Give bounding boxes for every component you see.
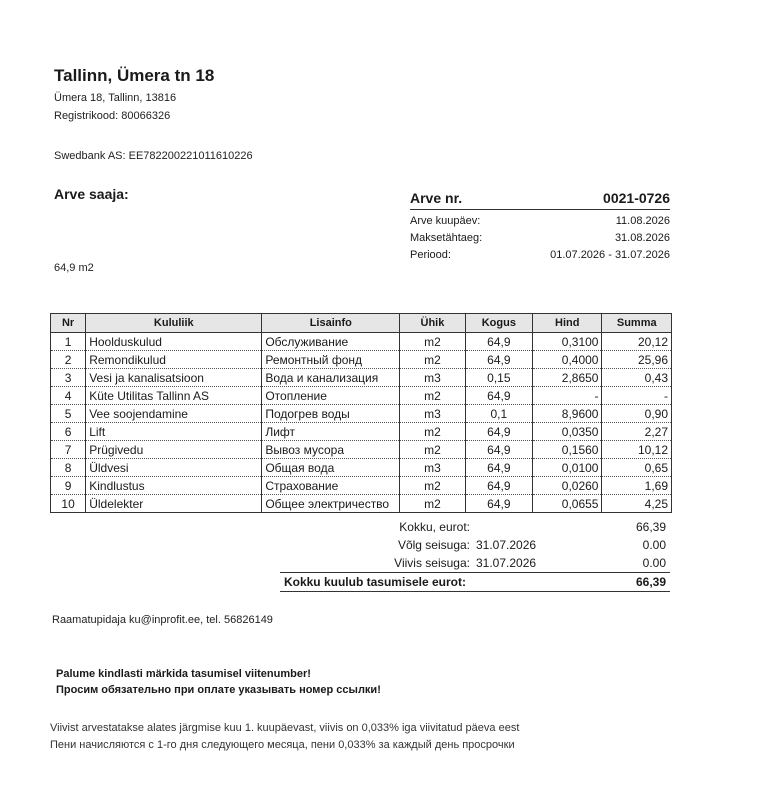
cell-kululiik: Vee soojendamine xyxy=(86,405,262,423)
cell-uhik: m2 xyxy=(400,351,465,369)
cell-kululiik: Remondikulud xyxy=(86,351,262,369)
items-table xyxy=(50,313,672,513)
amount-due-label: Kokku kuulub tasumisele eurot: xyxy=(283,575,466,589)
cell-kululiik: Lift xyxy=(86,423,262,441)
col-header-kogus: Kogus xyxy=(465,314,532,333)
table-header-row xyxy=(51,314,672,333)
cell-summa: - xyxy=(602,387,672,405)
cell-uhik: m3 xyxy=(400,405,465,423)
cell-kululiik: Kindlustus xyxy=(86,477,262,495)
due-date: 31.08.2026 xyxy=(614,232,670,244)
cell-hind: 0,4000 xyxy=(533,351,602,369)
table-row xyxy=(51,369,672,387)
table-row xyxy=(51,333,672,351)
cell-hind: - xyxy=(533,387,602,405)
col-header-kululiik: Kululiik xyxy=(86,314,262,333)
cell-uhik: m2 xyxy=(400,333,465,351)
cell-kululiik: Prügivedu xyxy=(86,441,262,459)
apartment-area: 64,9 m2 xyxy=(54,262,94,274)
invoice-info xyxy=(410,190,670,261)
cell-nr: 7 xyxy=(51,441,86,459)
cell-kogus: 64,9 xyxy=(465,459,532,477)
cell-hind: 2,8650 xyxy=(533,369,602,387)
cell-lisainfo: Общее электричество xyxy=(262,495,400,513)
late-fee-note-et: Viivist arvestatakse alates järgmise kuu 1. kuupäevast, viivis on 0,033% iga viivitatud päeva eest xyxy=(50,722,520,734)
debt-value: 0.00 xyxy=(642,538,666,552)
company-name: Tallinn, Ümera tn 18 xyxy=(54,66,215,85)
cell-uhik: m3 xyxy=(400,459,465,477)
invoice-number: 0021-0726 xyxy=(603,190,670,206)
cell-kululiik: Üldelekter xyxy=(86,495,262,513)
total-sum-value: 66,39 xyxy=(635,520,666,534)
cell-kogus: 64,9 xyxy=(465,351,532,369)
cell-lisainfo: Вода и канализация xyxy=(262,369,400,387)
late-fee-date: 31.07.2026 xyxy=(476,556,537,570)
cell-nr: 3 xyxy=(51,369,86,387)
cell-hind: 0,1560 xyxy=(533,441,602,459)
cell-kogus: 64,9 xyxy=(465,441,532,459)
cell-uhik: m2 xyxy=(400,441,465,459)
cell-lisainfo: Отопление xyxy=(262,387,400,405)
period-label: Periood: xyxy=(410,249,451,261)
cell-summa: 0,65 xyxy=(602,459,672,477)
table-row xyxy=(51,351,672,369)
cell-uhik: m2 xyxy=(400,423,465,441)
total-sum-row xyxy=(280,518,670,536)
col-header-summa: Summa xyxy=(602,314,672,333)
cell-nr: 5 xyxy=(51,405,86,423)
cell-uhik: m3 xyxy=(400,369,465,387)
cell-lisainfo: Страхование xyxy=(262,477,400,495)
due-date-label: Maksetähtaeg: xyxy=(410,232,483,244)
table-row xyxy=(51,387,672,405)
cell-lisainfo: Обслуживание xyxy=(262,333,400,351)
period: 01.07.2026 - 31.07.2026 xyxy=(550,249,670,261)
amount-due-value: 66,39 xyxy=(635,575,666,589)
company-address: Ümera 18, Tallinn, 13816 xyxy=(54,92,177,104)
cell-lisainfo: Вывоз мусора xyxy=(262,441,400,459)
amount-due-row xyxy=(280,572,670,592)
cell-summa: 1,69 xyxy=(602,477,672,495)
late-fee-row xyxy=(280,554,670,572)
cell-kululiik: Hoolduskulud xyxy=(86,333,262,351)
total-sum-label: Kokku, eurot: xyxy=(399,520,470,534)
debt-row xyxy=(280,536,670,554)
cell-kogus: 64,9 xyxy=(465,387,532,405)
table-row xyxy=(51,441,672,459)
invoice-date-label: Arve kuupäev: xyxy=(410,215,481,227)
payment-notice xyxy=(56,666,381,698)
table-row xyxy=(51,459,672,477)
cell-summa: 0,90 xyxy=(602,405,672,423)
cell-hind: 8,9600 xyxy=(533,405,602,423)
late-fee-label: Viivis seisuga: xyxy=(394,556,470,570)
col-header-uhik: Ühik xyxy=(400,314,465,333)
cell-summa: 4,25 xyxy=(602,495,672,513)
cell-summa: 10,12 xyxy=(602,441,672,459)
registry-code: Registrikood: 80066326 xyxy=(54,110,171,122)
cell-nr: 9 xyxy=(51,477,86,495)
cell-lisainfo: Общая вода xyxy=(262,459,400,477)
cell-hind: 0,0260 xyxy=(533,477,602,495)
cell-nr: 2 xyxy=(51,351,86,369)
cell-hind: 0,0350 xyxy=(533,423,602,441)
debt-date: 31.07.2026 xyxy=(476,538,537,552)
table-row xyxy=(51,405,672,423)
cell-kogus: 0,1 xyxy=(465,405,532,423)
cell-lisainfo: Ремонтный фонд xyxy=(262,351,400,369)
col-header-lisainfo: Lisainfo xyxy=(262,314,400,333)
cell-summa: 25,96 xyxy=(602,351,672,369)
cell-uhik: m2 xyxy=(400,495,465,513)
cell-hind: 0,3100 xyxy=(533,333,602,351)
cell-lisainfo: Лифт xyxy=(262,423,400,441)
cell-summa: 0,43 xyxy=(602,369,672,387)
cell-nr: 8 xyxy=(51,459,86,477)
cell-kululiik: Üldvesi xyxy=(86,459,262,477)
cell-hind: 0,0100 xyxy=(533,459,602,477)
table-row xyxy=(51,477,672,495)
bank-account: Swedbank AS: EE782200221011610226 xyxy=(54,150,253,162)
invoice-number-label: Arve nr. xyxy=(410,190,463,206)
cell-hind: 0,0655 xyxy=(533,495,602,513)
cell-nr: 4 xyxy=(51,387,86,405)
cell-kululiik: Küte Utilitas Tallinn AS xyxy=(86,387,262,405)
cell-kogus: 64,9 xyxy=(465,333,532,351)
payment-notice-ru: Просим обязательно при оплате указывать номер ссылки! xyxy=(56,684,381,696)
cell-kogus: 0,15 xyxy=(465,369,532,387)
debt-label: Võlg seisuga: xyxy=(397,538,470,552)
col-header-nr: Nr xyxy=(51,314,86,333)
late-fee-note xyxy=(50,720,519,754)
cell-nr: 1 xyxy=(51,333,86,351)
late-fee-note-ru: Пени начисляются с 1-го дня следующего месяца, пени 0,033% за каждый день просрочки xyxy=(50,739,515,751)
invoice-date: 11.08.2026 xyxy=(615,215,670,227)
cell-lisainfo: Подогрев воды xyxy=(262,405,400,423)
cell-kogus: 64,9 xyxy=(465,423,532,441)
late-fee-value: 0.00 xyxy=(642,556,666,570)
cell-summa: 2,27 xyxy=(602,423,672,441)
cell-kululiik: Vesi ja kanalisatsioon xyxy=(86,369,262,387)
cell-nr: 10 xyxy=(51,495,86,513)
cell-uhik: m2 xyxy=(400,387,465,405)
payment-notice-et: Palume kindlasti märkida tasumisel viitenumber! xyxy=(56,668,311,680)
totals-block xyxy=(280,518,670,592)
accountant-contact: Raamatupidaja ku@inprofit.ee, tel. 56826149 xyxy=(52,614,273,626)
cell-kogus: 64,9 xyxy=(465,495,532,513)
cell-nr: 6 xyxy=(51,423,86,441)
table-row xyxy=(51,495,672,513)
cell-uhik: m2 xyxy=(400,477,465,495)
recipient-title: Arve saaja: xyxy=(54,186,129,202)
col-header-hind: Hind xyxy=(533,314,602,333)
cell-summa: 20,12 xyxy=(602,333,672,351)
table-row xyxy=(51,423,672,441)
cell-kogus: 64,9 xyxy=(465,477,532,495)
